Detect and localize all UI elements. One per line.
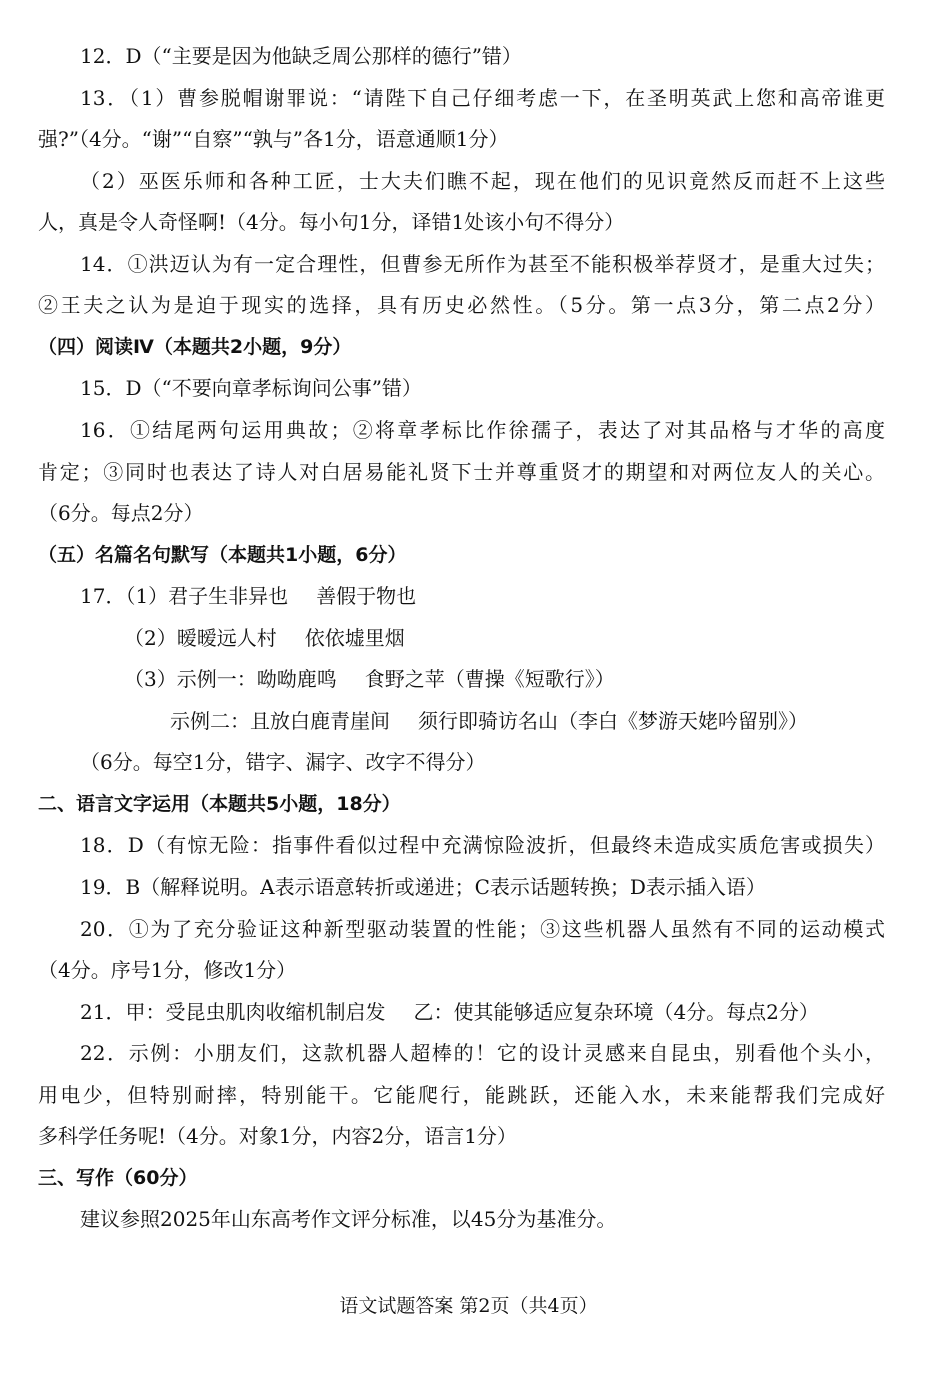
section-heading-writing: 三、写作（60分） <box>38 1167 198 1189</box>
section-heading-reading-4: （四）阅读Ⅳ（本题共2小题，9分） <box>38 336 352 358</box>
answer-21 <box>80 998 885 1026</box>
answer-17-2-b: 依依墟里烟 <box>304 626 405 650</box>
answer-16-line-2: 肯定；③同时也表达了诗人对白居易能礼贤下士并尊重贤才的期望和对两位友人的关心。 <box>38 460 885 484</box>
section-heading-recitation: （五）名篇名句默写（本题共1小题，6分） <box>38 544 407 566</box>
answer-12: 12．D（“主要是因为他缺乏周公那样的德行”错） <box>80 44 522 68</box>
answer-21-a: 21．甲：受昆虫肌肉收缩机制启发 <box>80 1000 386 1024</box>
answer-17-3-example-2 <box>170 707 885 735</box>
answer-22-line-2: 用电少，但特别耐摔，特别能干。它能爬行，能跳跃，还能入水，未来能帮我们完成好 <box>38 1083 885 1107</box>
answer-17-2-a: （2）暧暧远人村 <box>124 626 277 650</box>
answer-16-line-3: （6分。每点2分） <box>38 501 204 525</box>
answer-21-b: 乙：使其能够适应复杂环境（4分。每点2分） <box>413 1000 819 1024</box>
answer-14-line-1: 14．①洪迈认为有一定合理性，但曹参无所作为甚至不能积极举荐贤才，是重大过失； <box>80 252 885 276</box>
writing-scoring-note: 建议参照2025年山东高考作文评分标准，以45分为基准分。 <box>80 1207 617 1231</box>
answer-14-line-2: ②王夫之认为是迫于现实的选择，具有历史必然性。（5分。第一点3分，第二点2分） <box>38 293 885 317</box>
answer-20-line-1: 20．①为了充分验证这种新型驱动装置的性能；③这些机器人虽然有不同的运动模式 <box>80 917 885 941</box>
answer-17-1-a: 17．（1）君子生非异也 <box>80 584 289 608</box>
answer-17-3-example-2-a: 示例二：且放白鹿青崖间 <box>170 709 390 733</box>
answer-22-line-3: 多科学任务呢!（4分。对象1分，内容2分，语言1分） <box>38 1124 517 1148</box>
answer-13-2-line-2: 人，真是令人奇怪啊!（4分。每小句1分，译错1处该小句不得分） <box>38 210 625 234</box>
answer-17-2 <box>124 624 885 652</box>
answer-13-1-line-2: 强?”（4分。“谢”“自察”“孰与”各1分，语意通顺1分） <box>38 127 509 151</box>
answer-17-1 <box>80 582 885 610</box>
answer-17-3-example-1-b: 食野之苹（曹操《短歌行》） <box>364 667 615 691</box>
answer-19: 19．B（解释说明。A表示语意转折或递进；C表示话题转换；D表示插入语） <box>80 875 766 899</box>
section-heading-language-use: 二、语言文字运用（本题共5小题，18分） <box>38 793 401 815</box>
answer-17-3-example-2-b: 须行即骑访名山（李白《梦游天姥吟留别》） <box>418 709 808 733</box>
page-footer: 语文试题答案 第2页（共4页） <box>339 1295 598 1317</box>
answer-17-3-example-1-a: （3）示例一：呦呦鹿鸣 <box>124 667 337 691</box>
answer-22-line-1: 22．示例：小朋友们，这款机器人超棒的！它的设计灵感来自昆虫，别看他个头小， <box>80 1041 885 1065</box>
answer-18: 18．D（有惊无险：指事件看似过程中充满惊险波折，但最终未造成实质危害或损失） <box>80 833 885 857</box>
answer-17-1-b: 善假于物也 <box>316 584 417 608</box>
answer-17-3-example-1 <box>124 665 885 693</box>
answer-13-1-line-1: 13．（1）曹参脱帽谢罪说：“请陛下自己仔细考虑一下，在圣明英武上您和高帝谁更 <box>80 86 885 110</box>
answer-20-line-2: （4分。序号1分，修改1分） <box>38 958 297 982</box>
answer-15: 15．D（“不要向章孝标询问公事”错） <box>80 376 422 400</box>
answer-16-line-1: 16．①结尾两句运用典故；②将章孝标比作徐孺子，表达了对其品格与才华的高度 <box>80 418 885 442</box>
answer-13-2-line-1: （2）巫医乐师和各种工匠，士大夫们瞧不起，现在他们的见识竟然反而赶不上这些 <box>80 169 885 193</box>
answer-17-scoring: （6分。每空1分，错字、漏字、改字不得分） <box>80 750 486 774</box>
